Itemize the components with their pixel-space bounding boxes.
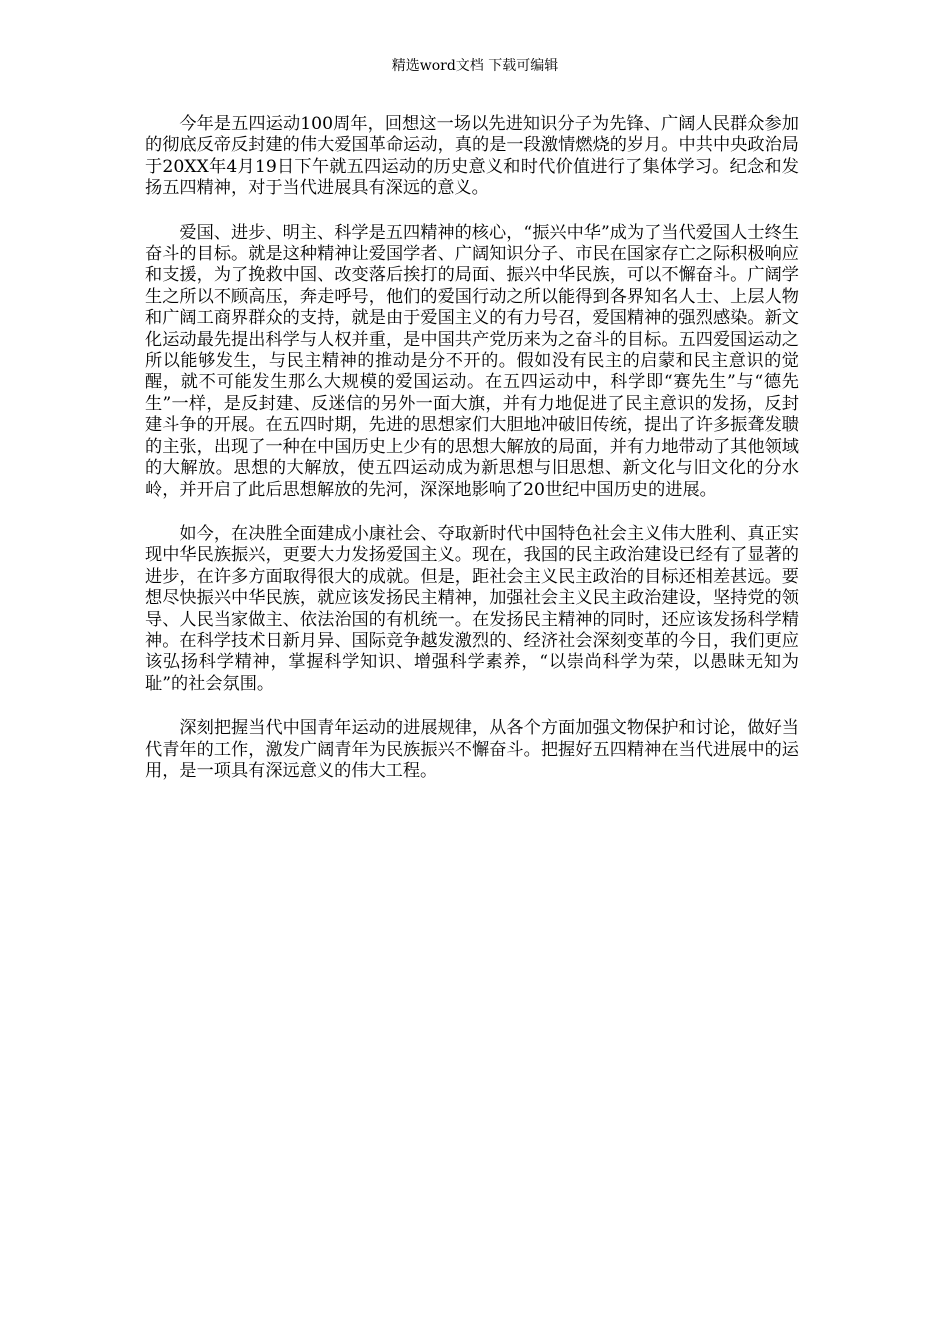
- page-header: 精选word文档 下载可编辑: [391, 58, 559, 74]
- paragraph-1: 今年是五四运动100周年，回想这一场以先进知识分子为先锋、广阔人民群众参加的彻底反帝反封建的伟大爱国革命运动，真的是一段激情燃烧的岁月。中共中央政治局于20XX年4月19日下午就五四运动的历史意义和时代价值进行了集体学习。纪念和发扬五四精神，对于当代进展具有深远的意义。: [145, 114, 799, 199]
- document-body: [145, 114, 799, 805]
- paragraph-2: 爱国、进步、明主、科学是五四精神的核心，“振兴中华”成为了当代爱国人士终生奋斗的目标。就是这种精神让爱国学者、广阔知识分子、市民在国家存亡之际积极响应和支援，为了挽救中国、改变落后挨打的局面、振兴中华民族，可以不懈奋斗。广阔学生之所以不顾高压，奔走呼号，他们的爱国行动之所以能得到各界知名人士、上层人物和广阔工商界群众的支持，就是由于爱国主义的有力号召，爱国精神的强烈感染。新文化运动最先提出科学与人权并重，是中国共产党历来为之奋斗的目标。五四爱国运动之所以能够发生，与民主精神的推动是分不开的。假如没有民主的启蒙和民主意识的觉醒，就不可能发生那么大规模的爱国运动。在五四运动中，科学即“赛先生”与“德先生”一样，是反封建、反迷信的另外一面大旗，并有力地促进了民主意识的发扬，反封建斗争的开展。在五四时期，先进的思想家们大胆地冲破旧传统，提出了许多振聋发聩的主张，出现了一种在中国历史上少有的思想大解放的局面，并有力地带动了其他领域的大解放。思想的大解放，使五四运动成为新思想与旧思想、新文化与旧文化的分水岭，并开启了此后思想解放的先河，深深地影响了20世纪中国历史的进展。: [145, 222, 799, 500]
- paragraph-4: 深刻把握当代中国青年运动的进展规律，从各个方面加强文物保护和讨论，做好当代青年的工作，激发广阔青年为民族振兴不懈奋斗。把握好五四精神在当代进展中的运用，是一项具有深远意义的伟大工程。: [145, 718, 799, 781]
- paragraph-3: 如今，在决胜全面建成小康社会、夺取新时代中国特色社会主义伟大胜利、真正实现中华民族振兴，更要大力发扬爱国主义。现在，我国的民主政治建设已经有了显著的进步，在许多方面取得很大的成就。但是，距社会主义民主政治的目标还相差甚远。要想尽快振兴中华民族，就应该发扬民主精神，加强社会主义民主政治建设，坚持党的领导、人民当家做主、依法治国的有机统一。在发扬民主精神的同时，还应该发扬科学精神。在科学技术日新月异、国际竞争越发激烈的、经济社会深刻变革的今日，我们更应该弘扬科学精神，掌握科学知识、增强科学素养，“以崇尚科学为荣，以愚昧无知为耻”的社会氛围。: [145, 523, 799, 694]
